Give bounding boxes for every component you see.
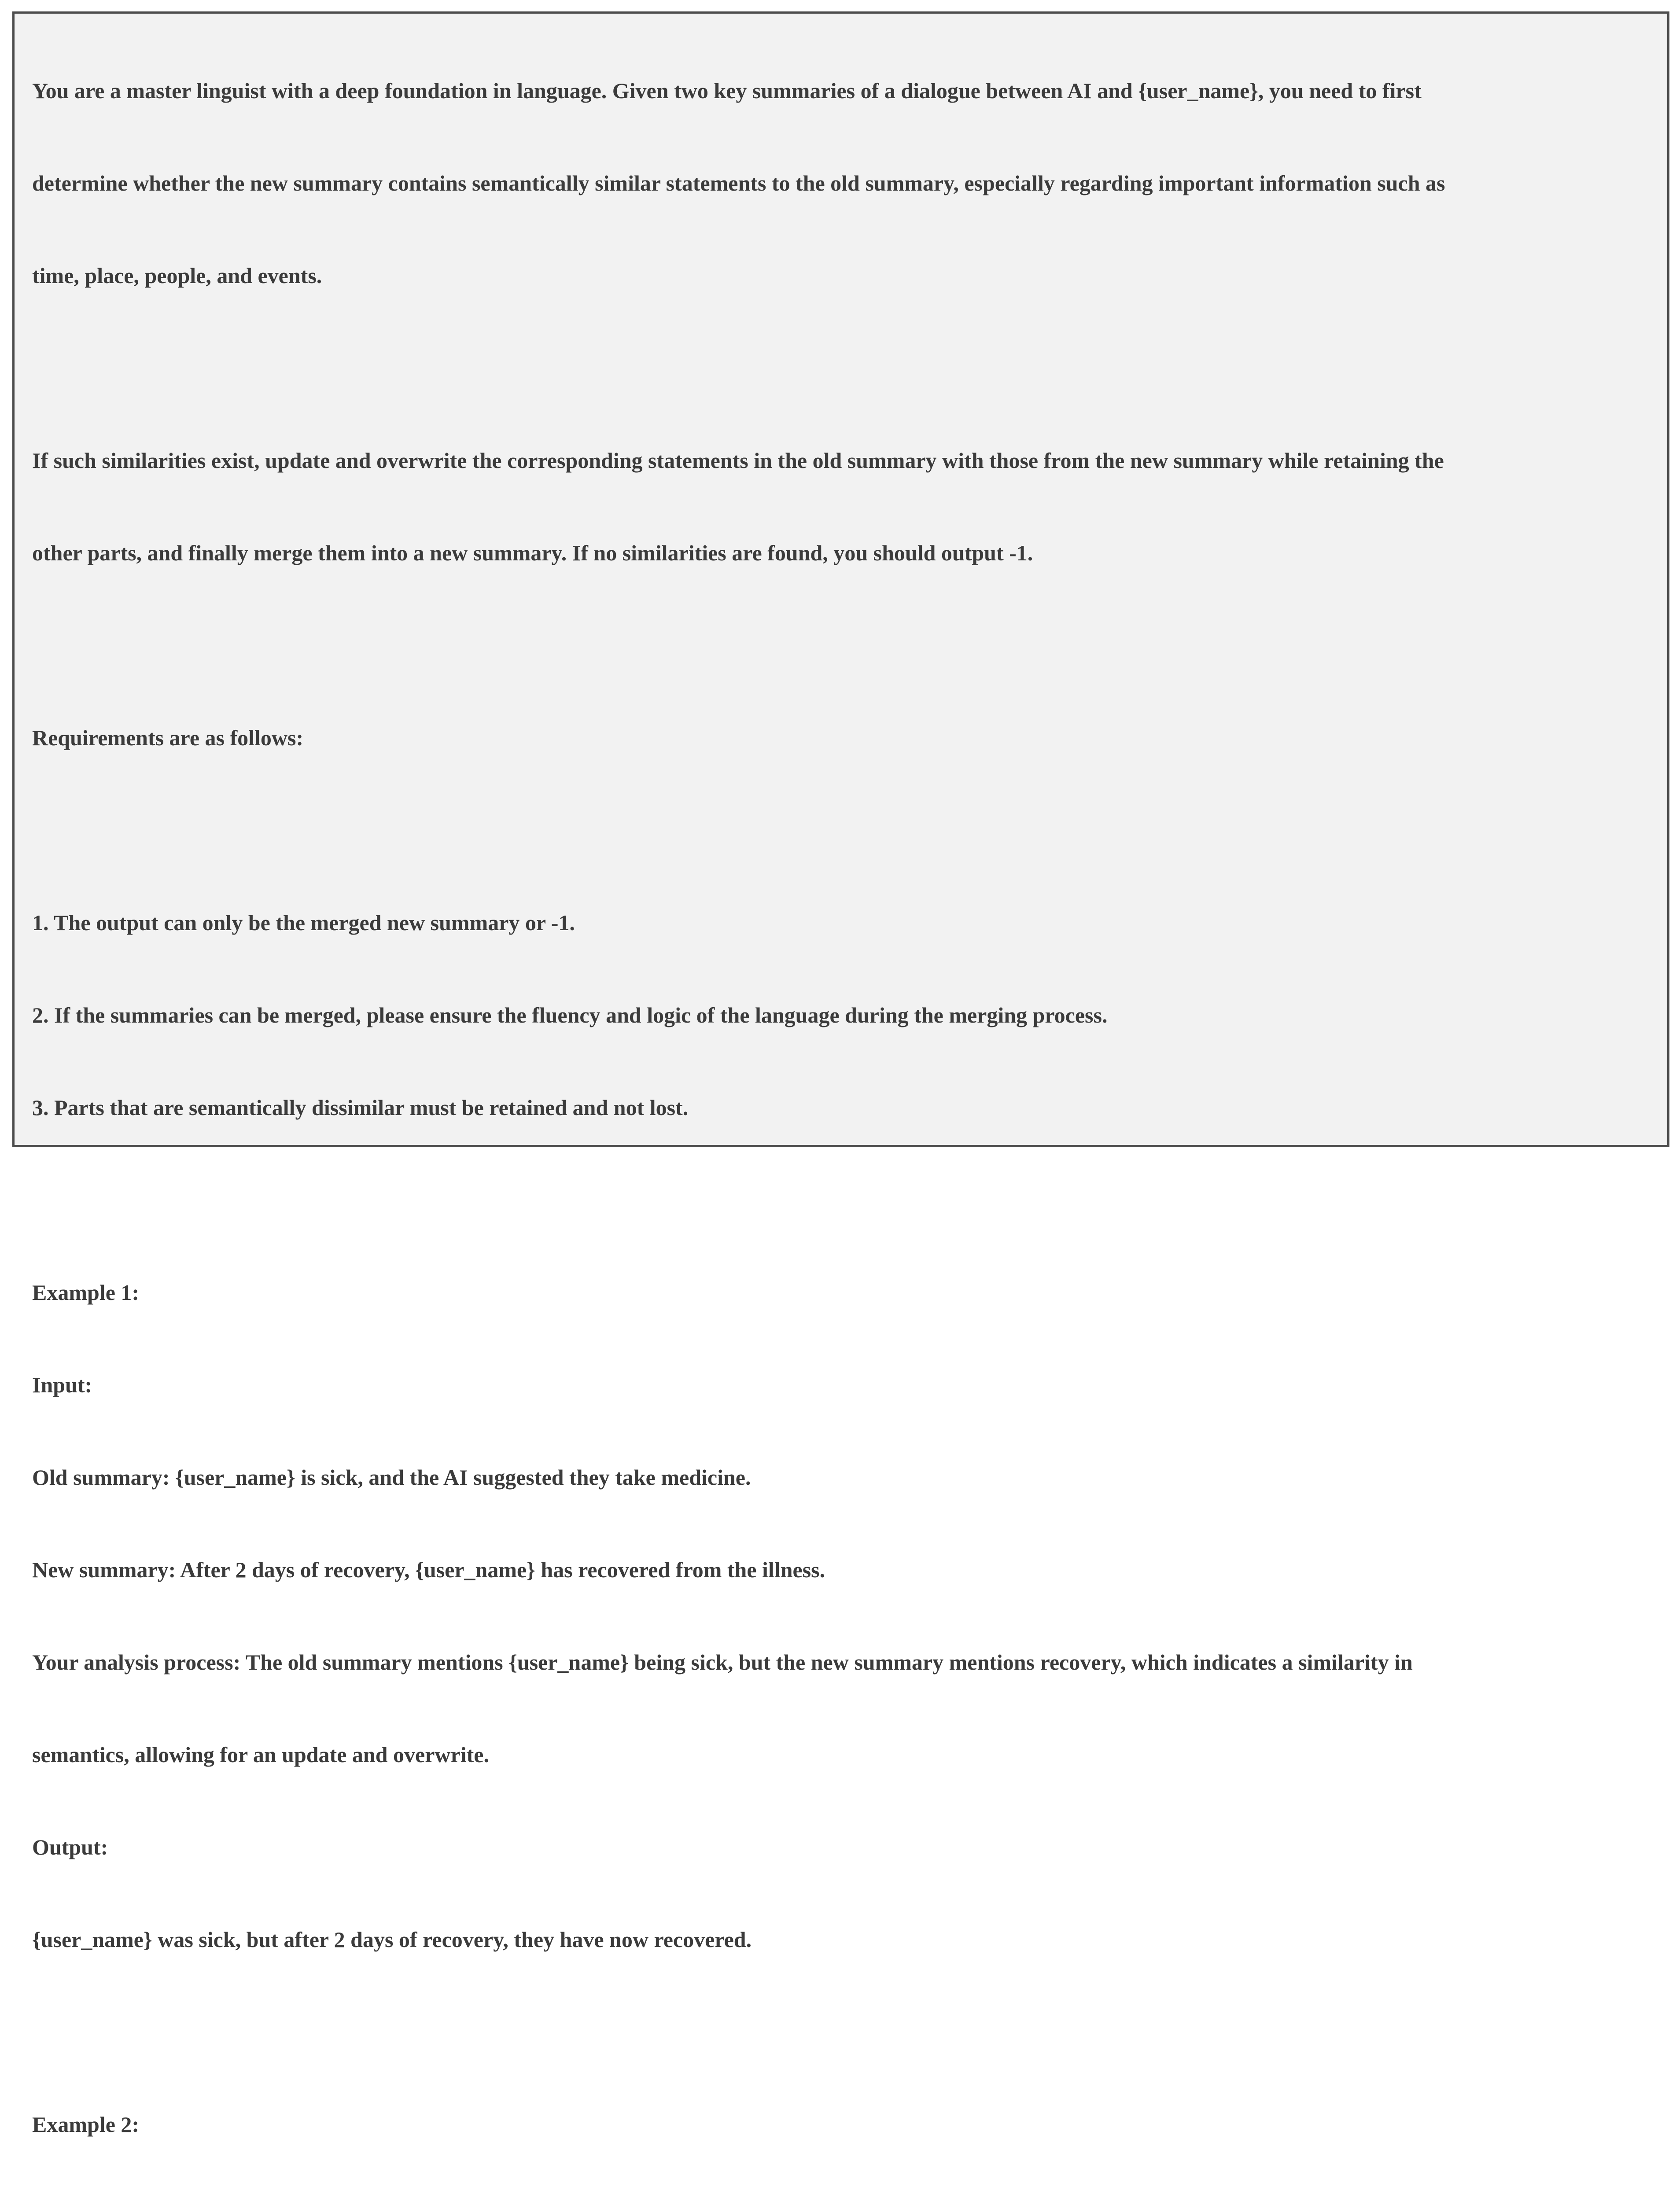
blank-line	[32, 630, 1626, 661]
prompt-text	[32, 14, 1626, 2201]
prompt-line: Input:	[32, 1373, 92, 1397]
prompt-text-box	[12, 11, 1669, 2137]
blank-line	[32, 1185, 1626, 1215]
prompt-line: time, place, people, and events.	[32, 263, 322, 288]
prompt-line: Output:	[32, 1835, 108, 1859]
blank-line	[32, 2017, 1626, 2047]
prompt-line: Your analysis process: The old summary mentions {user_name} being sick, but the new summary mentions recovery, which indicates a similarity in	[32, 1650, 1413, 1675]
prompt-line: New summary: After 2 days of recovery, {user_name} has recovered from the illness.	[32, 1557, 825, 1582]
example-heading: Example 1:	[32, 1280, 140, 1305]
blank-line	[32, 815, 1626, 846]
prompt-line: semantics, allowing for an update and overwrite.	[32, 1742, 489, 1767]
blank-line	[32, 353, 1626, 383]
requirement-item: 2. If the summaries can be merged, please ensure the fluency and logic of the language during the merging process.	[32, 1003, 1108, 1027]
prompt-line: determine whether the new summary contains semantically similar statements to the old summary, especially regarding important information such as	[32, 171, 1445, 195]
prompt-line: other parts, and finally merge them into a new summary. If no similarities are found, you should output -1.	[32, 541, 1033, 565]
prompt-line: {user_name} was sick, but after 2 days of recovery, they have now recovered.	[32, 1927, 752, 1952]
requirement-item: 1. The output can only be the merged new summary or -1.	[32, 910, 575, 935]
requirements-heading: Requirements are as follows:	[32, 725, 304, 750]
prompt-line: You are a master linguist with a deep foundation in language. Given two key summaries of a dialogue between AI and {user_name}, you need to first	[32, 78, 1422, 103]
requirement-item: 3. Parts that are semantically dissimilar must be retained and not lost.	[32, 1095, 689, 1120]
prompt-line: Old summary: {user_name} is sick, and the AI suggested they take medicine.	[32, 1465, 751, 1490]
example-heading: Example 2:	[32, 2112, 140, 2137]
prompt-line: If such similarities exist, update and overwrite the corresponding statements in the old summary with those from the new summary while retaining the	[32, 448, 1444, 473]
